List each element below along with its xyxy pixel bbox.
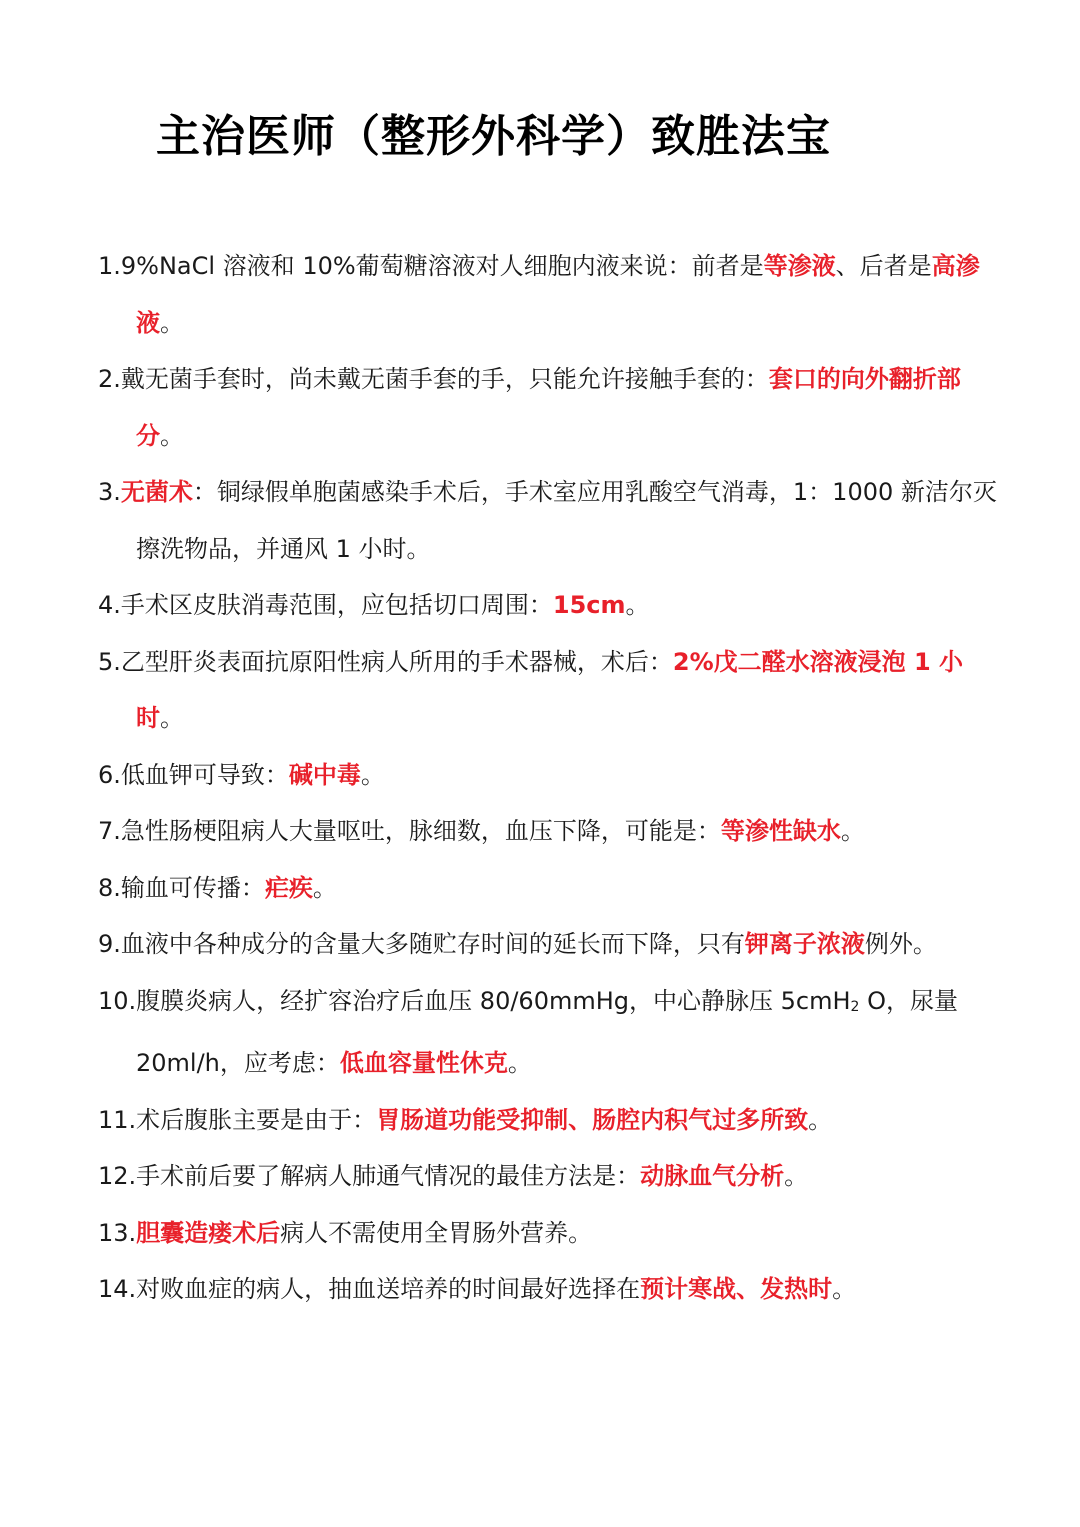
item-text: 12.手术前后要了解病人肺通气情况的最佳方法是： — [98, 1162, 641, 1190]
list-item — [98, 916, 998, 973]
item-text: 3. — [98, 478, 121, 506]
item-text: 13. — [98, 1218, 137, 1247]
item-text: 6.低血钾可导致： — [98, 760, 289, 789]
highlighted-answer: 低血容量性休克 — [339, 1049, 508, 1077]
subscript-text: 2 — [850, 998, 860, 1015]
highlighted-answer: 预计寒战、发热时 — [640, 1275, 833, 1303]
item-text: 。 — [160, 421, 184, 450]
list-item — [98, 747, 998, 804]
list-item — [98, 803, 998, 860]
item-text: 10.腹膜炎病人，经扩容治疗后血压 80/60mmHg，中心静脉压 5cmH — [98, 986, 851, 1015]
item-text: 。 — [625, 591, 650, 619]
item-text: 。 — [832, 1275, 857, 1303]
list-item — [98, 1148, 998, 1205]
highlighted-answer: 疟疾 — [264, 873, 313, 902]
item-text: 。 — [312, 873, 337, 902]
list-item — [98, 464, 998, 577]
list-item — [98, 634, 998, 747]
highlighted-answer: 2%戊二醛水溶液浸泡 1 小时 — [136, 647, 964, 732]
list-item — [98, 1261, 998, 1318]
item-text: ：铜绿假单胞菌感染手术后，手术室应用乳酸空气消毒，1：1000 新洁尔灭擦洗物品，并通风 1 小时。 — [136, 478, 997, 563]
list-item — [98, 860, 998, 917]
item-text: 11.术后腹胀主要是由于： — [98, 1105, 377, 1134]
item-text: 例外。 — [864, 930, 937, 958]
page-title: 主治医师（整形外科学）致胜法宝 — [156, 111, 831, 162]
highlighted-answer: 胆囊造瘘术后 — [136, 1218, 281, 1247]
item-text: O，尿量 20ml/h，应考虑： — [136, 986, 958, 1077]
item-text: 。 — [840, 817, 865, 845]
item-text: 。 — [784, 1162, 809, 1190]
item-text: 。 — [160, 308, 184, 337]
list-item — [98, 973, 998, 1092]
highlighted-answer: 等渗液 — [763, 252, 836, 280]
highlighted-answer: 动脉血气分析 — [640, 1162, 785, 1190]
item-text: 9.血液中各种成分的含量大多随贮存时间的延长而下降，只有 — [98, 930, 745, 958]
highlighted-answer: 无菌术 — [120, 478, 193, 506]
item-text: 。 — [808, 1105, 833, 1134]
item-text: 病人不需使用全胃肠外营养。 — [280, 1218, 593, 1247]
item-text: 5.乙型肝炎表面抗原阳性病人所用的手术器械，术后： — [98, 647, 673, 676]
item-text: 14.对败血症的病人，抽血送培养的时间最好选择在 — [98, 1275, 641, 1303]
answer-list — [98, 238, 998, 1318]
item-text: 1.9%NaCl 溶液和 10%葡萄糖溶液对人细胞内液来说：前者是 — [98, 252, 764, 280]
list-item — [98, 577, 998, 634]
highlighted-answer: 15cm — [552, 591, 626, 619]
list-item — [98, 1092, 998, 1149]
item-text: 。 — [360, 760, 385, 789]
item-text: 4.手术区皮肤消毒范围，应包括切口周围： — [98, 591, 553, 619]
item-text: 7.急性肠梗阻病人大量呕吐，脉细数，血压下降，可能是： — [98, 817, 721, 845]
item-text: 、后者是 — [835, 252, 932, 280]
list-item — [98, 238, 998, 351]
highlighted-answer: 胃肠道功能受抑制、肠腔内积气过多所致 — [376, 1105, 809, 1134]
highlighted-answer: 套口的向外翻折部分 — [136, 365, 961, 450]
highlighted-answer: 钾离子浓液 — [744, 930, 865, 958]
highlighted-answer: 高渗液 — [136, 252, 980, 337]
item-text: 8.输血可传播： — [98, 873, 265, 902]
item-text: 2.戴无菌手套时，尚未戴无菌手套的手，只能允许接触手套的： — [98, 365, 769, 393]
highlighted-answer: 等渗性缺水 — [720, 817, 841, 845]
highlighted-answer: 碱中毒 — [288, 760, 361, 789]
list-item — [98, 351, 998, 464]
item-text: 。 — [507, 1049, 532, 1077]
item-text: 。 — [160, 704, 184, 732]
list-item — [98, 1205, 998, 1262]
